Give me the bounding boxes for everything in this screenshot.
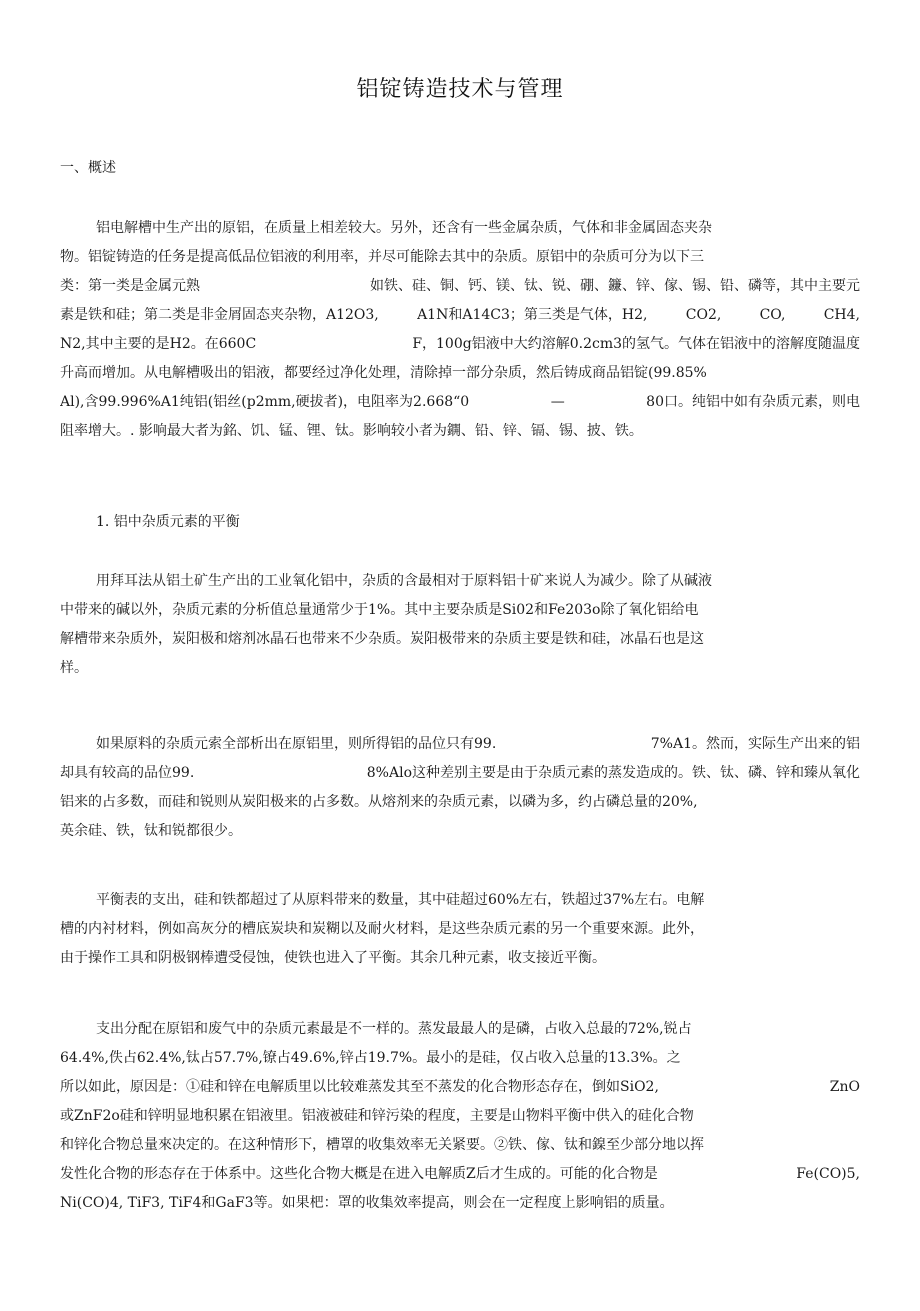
paragraph-line: 铝电解槽中生产出的原铝，在质量上相差较大。另外，还含有一些金属杂质，气体和非金属固态夹杂	[96, 220, 712, 236]
paragraph-distribution	[60, 1015, 860, 1218]
paragraph-line: 或ZnF2o硅和锌明显地积累在铝液里。铝液被硅和锌污染的程度，主要是山物料平衡中供入的硅化合物	[60, 1108, 694, 1124]
line-fragment: 如铁、硅、铜、钙、镁、钛、锐、硼、鐮、锌、傢、锡、铅、磷等，其中主要元	[370, 278, 860, 294]
paragraph-line: 样。	[60, 660, 88, 676]
paragraph-line: 用拜耳法从铝土矿生产出的工业氧化铝中，杂质的含最相对于原料铝十矿来说人为减少。除了从碱液	[96, 573, 712, 589]
line-fragment: 8%Alo这种差别主要是由于杂质元素的蒸发造成的。铁、钛、磷、锌和臻从氧化	[366, 765, 860, 781]
paragraph-line: 物。铝锭铸造的任务是提高低品位铝液的利用率，并尽可能除去其中的杂质。原铝中的杂质可分为以下三	[60, 249, 704, 265]
line-fragment: Fe(CO)5,	[796, 1166, 860, 1182]
section-heading: 一、概述	[60, 160, 116, 176]
paragraph-line: 由于操作工具和阴极钢棒遭受侵蚀，使铁也进入了平衡。其余几种元素，收支接近平衡。	[60, 950, 606, 966]
paragraph-line	[60, 730, 860, 759]
line-fragment: 80口。纯铝中如有杂质元素，则电	[646, 394, 860, 410]
paragraph-line: 64.4%,佚占62.4%,钛占57.7%,镣占49.6%,锌占19.7%。最小的是硅，仅占收入总量的13.3%。之	[60, 1050, 681, 1066]
paragraph-grade	[60, 730, 860, 846]
paragraph-line: 英余硅、铁，钛和锐都很少。	[60, 823, 242, 839]
line-fragment: 所以如此，原因是：①硅和锌在电解质里以比较难蒸发其至不蒸发的化合物形态存在，倒如SiO2,	[60, 1079, 659, 1095]
paragraph-line	[60, 759, 860, 788]
line-fragment: 发性化合物的形态存在于体系中。这些化合物大概是在进入电解质Z后才生成的。可能的化合物是	[60, 1166, 658, 1182]
subsection-heading: 1. 铝中杂质元素的平衡	[96, 514, 240, 530]
paragraph-line: 支出分配在原铝和废气中的杂质元素最是不一样的。蒸发最最人的是磷，占收入总最的72%,锐占	[96, 1021, 692, 1037]
paragraph-balance	[60, 886, 860, 973]
line-fragment: N2,其中主要的是H2。在660C	[60, 336, 257, 352]
paragraph-line: 中带来的碱以外，杂质元素的分析值总量通常少于1%。其中主要杂质是Si02和Fe203o除了氧化铝给电	[60, 602, 699, 618]
paragraph-line	[60, 272, 860, 301]
line-fragment: Al),含99.996%A1纯铝(铝丝(p2mm,硬拔者)，电阻率为2.668“0	[60, 394, 470, 410]
paragraph-overview	[60, 214, 860, 446]
line-fragment: 7%A1。然而，实际生产出来的铝	[650, 736, 860, 752]
line-fragment: CO2,	[685, 307, 722, 323]
paragraph-line: 槽的内衬材料，例如高灰分的槽底炭块和炭糊以及耐火材料，是这些杂质元素的另一个重要來源。此外，	[60, 921, 704, 937]
line-fragment: ZnO	[829, 1079, 860, 1095]
document-title: 铝锭铸造技术与管理	[356, 77, 564, 102]
line-fragment: CH4,	[823, 307, 860, 323]
line-fragment: 如果原料的杂质元索全部析出在原铝里，则所得铝的品位只有99.	[96, 736, 497, 752]
paragraph-line: 升高而增加。从电解槽吸出的铝液，都要经过净化处理，清除掉一部分杂质，然后铸成商品铝锭(99.85%	[60, 365, 707, 381]
line-fragment: 类：第一类是金属元熟	[60, 278, 200, 294]
paragraph-line: Ni(CO)4, TiF3, TiF4和GaF3等。如果杷：罩的收集效率提高，则会在一定程度上影响铝的质量。	[60, 1195, 674, 1211]
paragraph-line: 铝来的占多数，而硅和锐则从炭阳极来的占多数。从熔剂来的杂质元素，以磷为多，约占磷总量的20%,	[60, 794, 698, 810]
paragraph-line: 解槽带来杂质外，炭阳极和熔剂冰晶石也带来不少杂质。炭阳极带来的杂质主要是铁和硅，冰晶石也是这	[60, 631, 704, 647]
line-fragment: A1N和A14C3；第三类是气体，H2,	[417, 307, 648, 323]
line-fragment: 素是铁和硅；第二类是非金屑固态夹杂物，A12O3,	[60, 307, 379, 323]
line-fragment: —	[550, 394, 565, 410]
paragraph-line	[60, 1160, 860, 1189]
paragraph-line	[60, 330, 860, 359]
paragraph-line	[60, 1073, 860, 1102]
paragraph-line	[60, 301, 860, 330]
line-fragment: CO,	[759, 307, 786, 323]
line-fragment: 却具有较高的品位99.	[60, 765, 195, 781]
paragraph-line: 阻率增大。. 影响最大者为銘、饥、锰、锂、钛。影响较小者为鐦、铅、锌、镉、锡、披、铁。	[60, 423, 643, 439]
paragraph-line: 和锌化合物总量來决定的。在这种情形下，槽罩的收集效率无关紧要。②铁、傢、钛和鎳至少部分地以挥	[60, 1137, 704, 1153]
line-fragment: F，100g铝液中大约溶解0.2cm3的氢气。气体在铝液中的溶解度随温度	[412, 336, 860, 352]
paragraph-impurity-sources	[60, 567, 860, 683]
paragraph-line: 平衡表的支出，硅和铁都超过了从原料带来的数量，其中硅超过60%左右，铁超过37%左右。电解	[96, 892, 705, 908]
paragraph-line	[60, 388, 860, 417]
